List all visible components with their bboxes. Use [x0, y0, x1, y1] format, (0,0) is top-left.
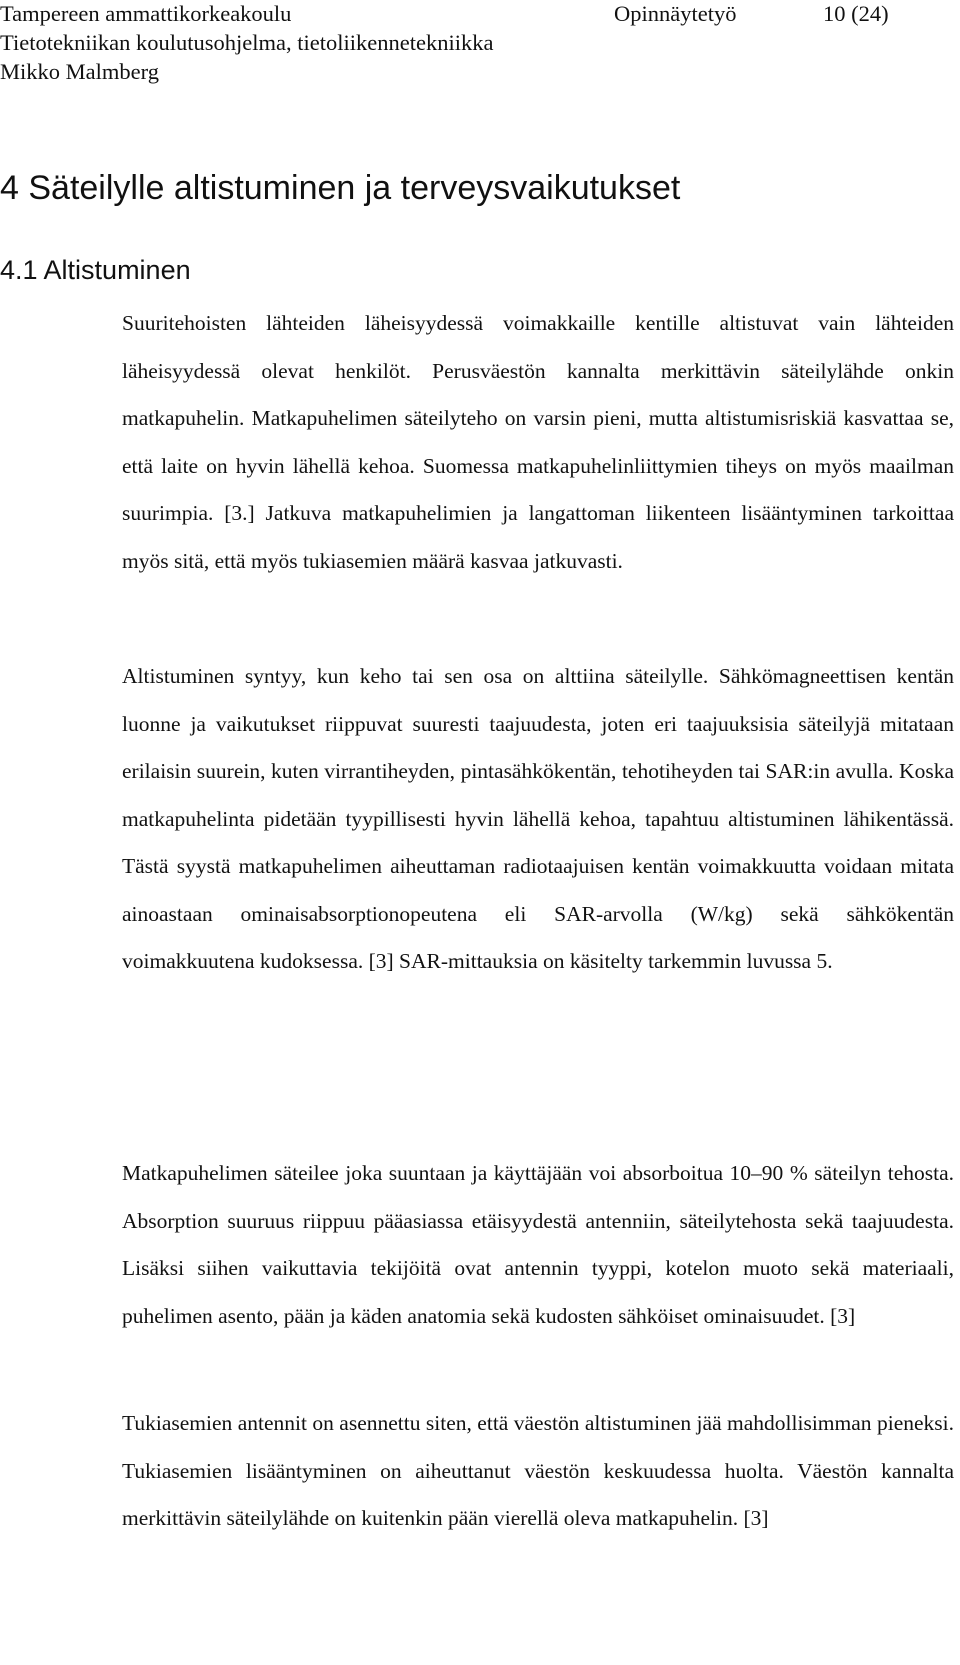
body-paragraph: Suuritehoisten lähteiden läheisyydessä voimakkaille kentille altistuvat vain lähteiden läheisyydessä olevat henkilöt. Perusväestön kannalta merkittävin säteilylähde onkin matkapuhelin. Matkapuhelimen säteilyteho on varsin pieni, mutta altistumisriskiä kasvattaa se, että laite on hyvin lähellä kehoa. Suomessa matkapuhelinliittymien tiheys on myös maailman suurimpia. [3.] Jatkuva matkapuhelimien ja langattoman liikenteen lisääntyminen tarkoittaa myös sitä, että myös tukiasemien määrä kasvaa jatkuvasti.: [122, 311, 954, 573]
body-paragraph: Altistuminen syntyy, kun keho tai sen osa on alttiina säteilylle. Sähkömagneettisen kentän luonne ja vaikutukset riippuvat suuresti taajuudesta, joten eri taajuuksisia säteilyjä mitataan erilaisin suurein, kuten virrantiheyden, pintasähkökentän, tehotiheyden tai SAR:in avulla. Koska matkapuhelinta pidetään tyypillisesti hyvin lähellä kehoa, tapahtuu altistuminen lähikentässä. Tästä syystä matkapuhelimen aiheuttaman radiotaajuisen kentän voimakkuutta voidaan mitata ainoastaan ominaisabsorptionopeutena eli SAR-arvolla (W/kg) sekä sähkökentän voimakkuutena kudoksessa. [3] SAR-mittauksia on käsitelty tarkemmin luvussa 5.: [122, 664, 954, 973]
chapter-heading: 4 Säteilylle altistuminen ja terveysvaikutukset: [0, 169, 681, 207]
header-author: Mikko Malmberg: [0, 59, 159, 84]
section-heading: 4.1 Altistuminen: [0, 255, 191, 285]
body-paragraph: Matkapuhelimen säteilee joka suuntaan ja käyttäjään voi absorboitua 10–90 % säteilyn tehosta. Absorption suuruus riippuu pääasiassa etäisyydestä antenniin, säteilytehosta sekä taajuudesta. Lisäksi siihen vaikuttavia tekijöitä ovat antennin tyyppi, kotelon muoto sekä materiaali, puhelimen asento, pään ja käden anatomia sekä kudosten sähköiset ominaisuudet. [3]: [122, 1161, 954, 1328]
body-paragraph: Tukiasemien antennit on asennettu siten, että väestön altistuminen jää mahdollisimman pieneksi. Tukiasemien lisääntyminen on aiheuttanut väestön keskuudessa huolta. Väestön kannalta merkittävin säteilylähde on kuitenkin pään vierellä oleva matkapuhelin. [3]: [122, 1411, 954, 1530]
header-department: Tietotekniikan koulutusohjelma, tietoliikennetekniikka: [0, 30, 494, 55]
header-document-type: Opinnäytetyö: [614, 1, 737, 26]
header-school: Tampereen ammattikorkeakoulu: [0, 1, 292, 26]
header-page-number: 10 (24): [823, 1, 889, 26]
